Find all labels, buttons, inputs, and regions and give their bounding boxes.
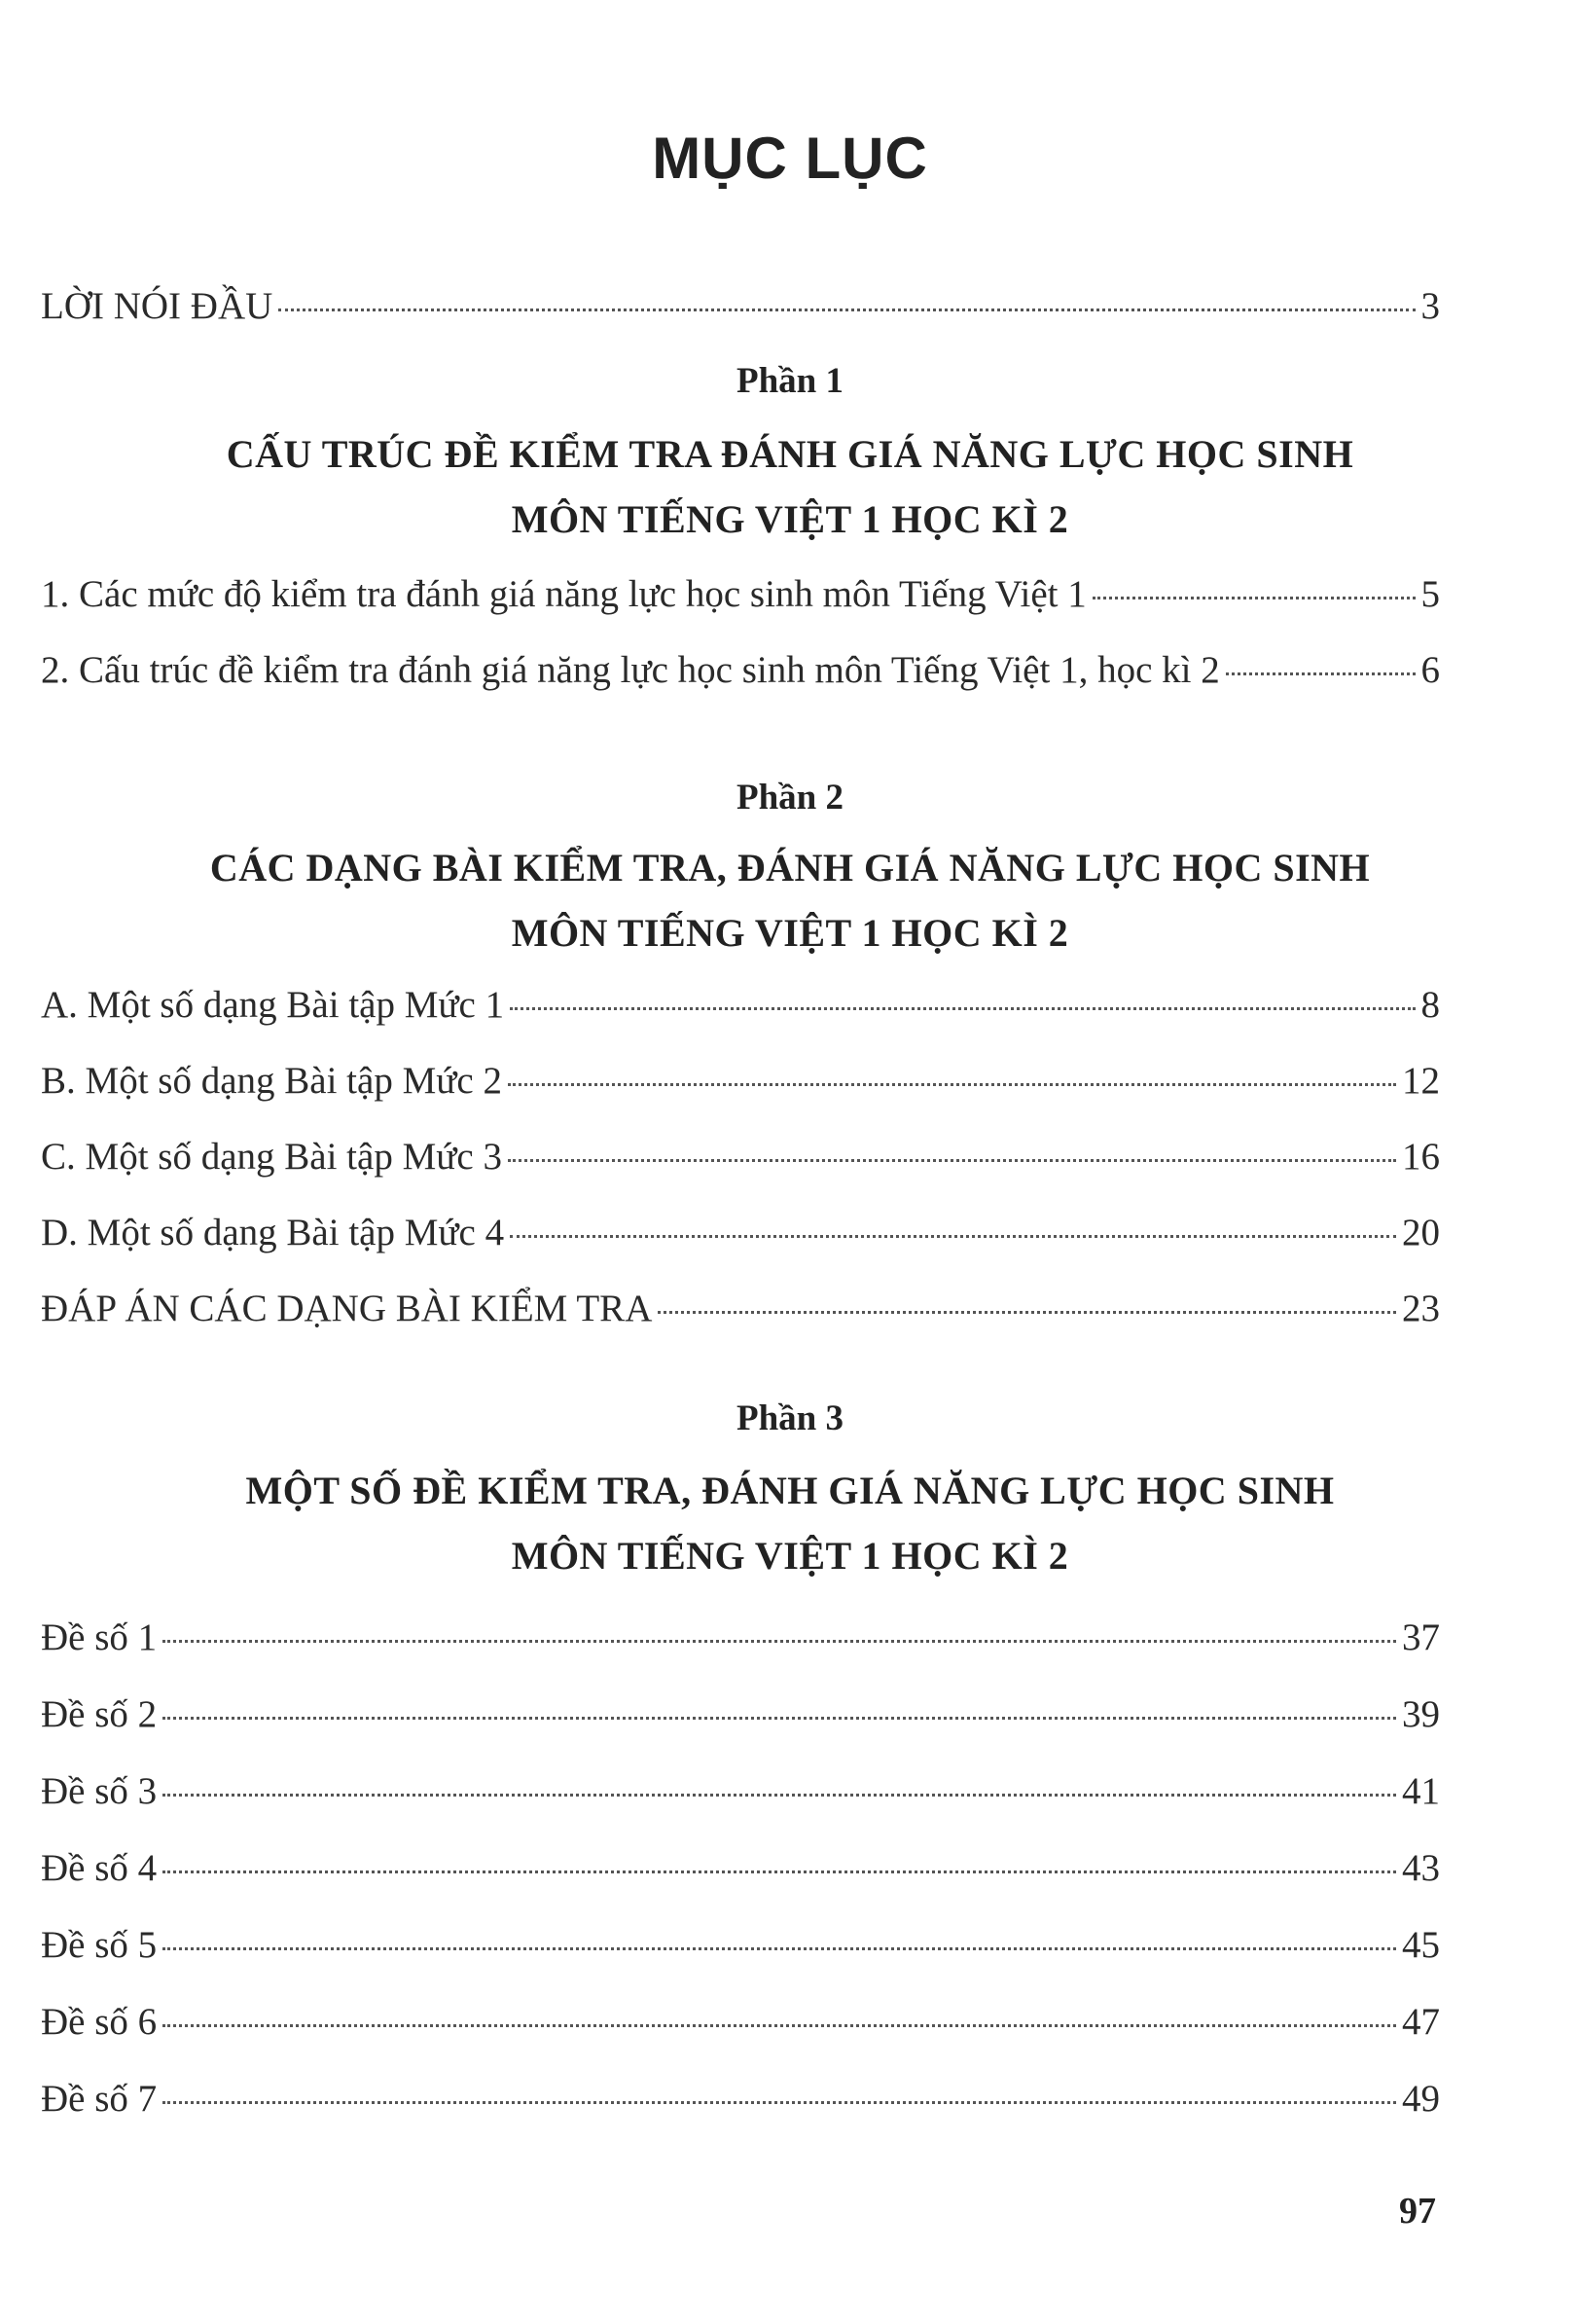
toc-entry [41, 2000, 1440, 2044]
dot-leader [278, 309, 1415, 311]
dot-leader [162, 1947, 1396, 1950]
part-3-title-line-1: MỘT SỐ ĐỀ KIỂM TRA, ĐÁNH GIÁ NĂNG LỰC HỌC SINH [245, 1469, 1335, 1512]
toc-entry [41, 2077, 1440, 2121]
toc-entry-label: A. Một số dạng Bài tập Mức 1 [41, 984, 505, 1026]
page-number: 97 [1399, 2191, 1436, 2232]
toc-entry-page: 3 [1420, 285, 1440, 327]
toc-entry-label: C. Một số dạng Bài tập Mức 3 [41, 1136, 502, 1178]
toc-entry-page: 45 [1402, 1924, 1440, 1966]
part-1-label: Phần 1 [736, 361, 844, 401]
toc-entry-page: 37 [1402, 1616, 1440, 1658]
toc-entry-page: 20 [1402, 1212, 1440, 1253]
toc-entry [41, 1692, 1440, 1736]
toc-entry-label: Đề số 3 [41, 1770, 158, 1812]
toc-entry [41, 983, 1440, 1027]
toc-entry [41, 572, 1440, 616]
part-3-title-line-2: MÔN TIẾNG VIỆT 1 HỌC KÌ 2 [511, 1534, 1069, 1578]
part-1-title-line-1: CẤU TRÚC ĐỀ KIỂM TRA ĐÁNH GIÁ NĂNG LỰC HỌC SINH [226, 432, 1354, 476]
toc-entry-page: 6 [1420, 649, 1440, 691]
page-title: MỤC LỤC [652, 126, 928, 191]
dot-leader [162, 2101, 1396, 2104]
dot-leader [508, 1159, 1396, 1162]
toc-entry-page: 43 [1402, 1847, 1440, 1889]
dot-leader [508, 1083, 1396, 1086]
dot-leader [162, 1870, 1396, 1873]
toc-entry-page: 16 [1402, 1136, 1440, 1178]
toc-entry-page: 49 [1402, 2078, 1440, 2120]
toc-entry-label: Đề số 1 [41, 1616, 158, 1658]
toc-entry [41, 648, 1440, 692]
dot-leader [658, 1311, 1396, 1314]
toc-entry [41, 1287, 1440, 1330]
dot-leader [162, 1640, 1396, 1643]
toc-entry-label: 1. Các mức độ kiểm tra đánh giá năng lực học sinh môn Tiếng Việt 1 [41, 573, 1087, 615]
toc-entry-label: ĐÁP ÁN CÁC DẠNG BÀI KIỂM TRA [41, 1288, 653, 1329]
toc-entry-label: Đề số 2 [41, 1693, 158, 1735]
toc-entry-page: 47 [1402, 2001, 1440, 2043]
toc-entry-label: Đề số 4 [41, 1847, 158, 1889]
part-2-title-line-1: CÁC DẠNG BÀI KIỂM TRA, ĐÁNH GIÁ NĂNG LỰC HỌC SINH [209, 846, 1371, 890]
toc-entry-label: B. Một số dạng Bài tập Mức 2 [41, 1060, 502, 1102]
toc-entry-page: 41 [1402, 1770, 1440, 1812]
toc-entry-page: 39 [1402, 1693, 1440, 1735]
toc-entry-page: 23 [1402, 1288, 1440, 1329]
part-2-title-line-2: MÔN TIẾNG VIỆT 1 HỌC KÌ 2 [511, 911, 1069, 955]
toc-entry-label: Đề số 6 [41, 2001, 158, 2043]
toc-entry-label: D. Một số dạng Bài tập Mức 4 [41, 1212, 505, 1253]
dot-leader [162, 1717, 1396, 1720]
dot-leader [1093, 597, 1416, 599]
toc-entry-page: 12 [1402, 1060, 1440, 1102]
part-2-label: Phần 2 [736, 778, 844, 817]
dot-leader [1226, 672, 1416, 675]
part-3-label: Phần 3 [736, 1398, 844, 1438]
toc-entry-label: 2. Cấu trúc đề kiểm tra đánh giá năng lực học sinh môn Tiếng Việt 1, học kì 2 [41, 649, 1220, 691]
toc-entry [41, 1846, 1440, 1890]
dot-leader [510, 1235, 1396, 1238]
toc-entry [41, 1135, 1440, 1179]
toc-entry-page: 8 [1420, 984, 1440, 1026]
toc-entry [41, 1769, 1440, 1813]
dot-leader [162, 1794, 1396, 1797]
toc-entry-label: Đề số 5 [41, 1924, 158, 1966]
dot-leader [510, 1007, 1415, 1010]
toc-entry-page: 5 [1420, 573, 1440, 615]
toc-entry-label: Đề số 7 [41, 2078, 158, 2120]
toc-entry [41, 1923, 1440, 1967]
toc-entry [41, 1616, 1440, 1659]
toc-entry [41, 1211, 1440, 1254]
dot-leader [162, 2024, 1396, 2027]
toc-entry [41, 1059, 1440, 1103]
toc-entry-intro [41, 284, 1440, 328]
part-1-title-line-2: MÔN TIẾNG VIỆT 1 HỌC KÌ 2 [511, 497, 1069, 541]
toc-entry-label: LỜI NÓI ĐẦU [41, 285, 273, 327]
